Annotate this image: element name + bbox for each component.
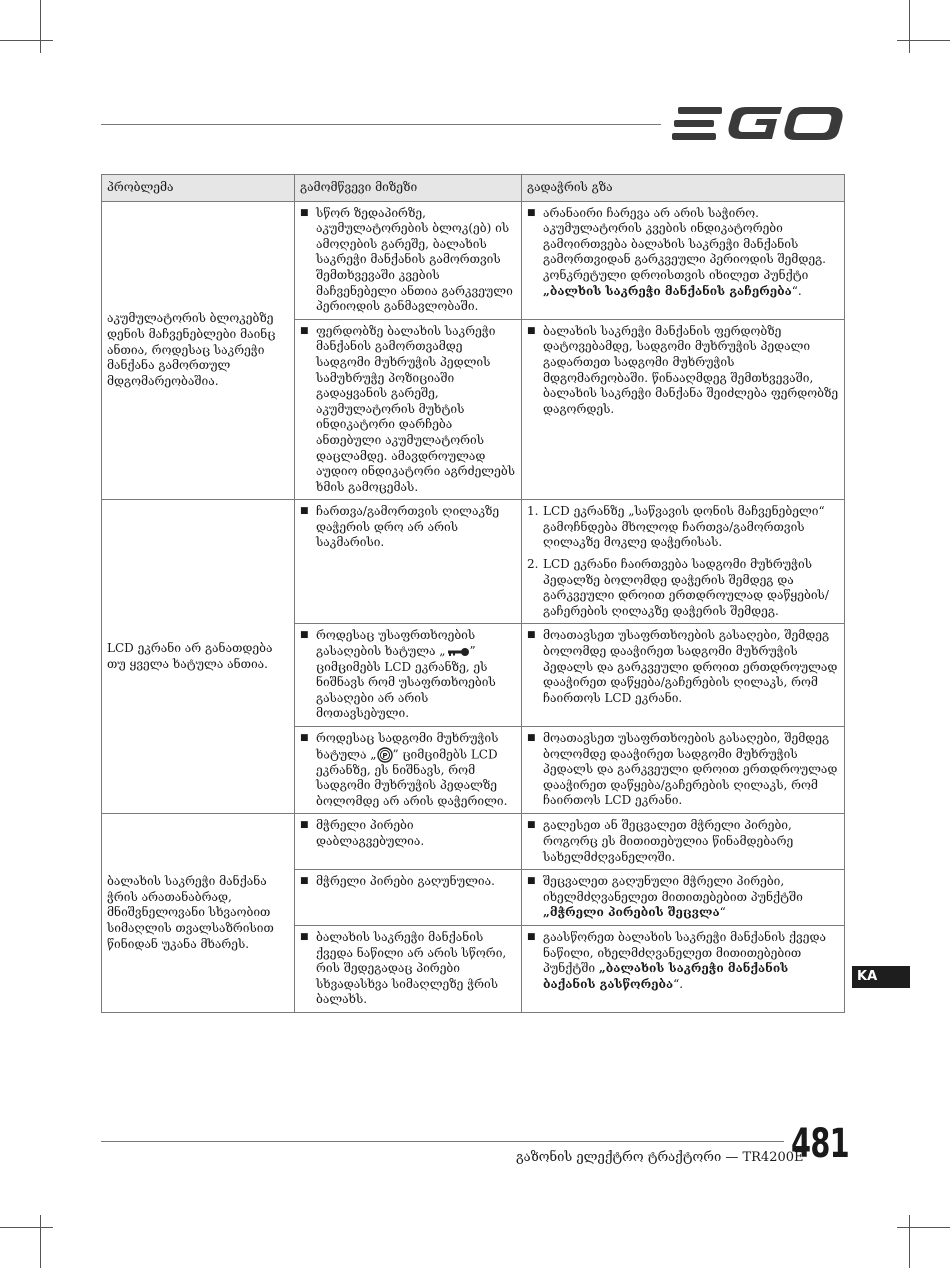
table-row: [102, 814, 845, 870]
header-problem: პრობლემა: [102, 175, 295, 202]
problem-cell: აკუმულატორის ბლოკებზე დენის მაჩვენებლები მაინც ანთია, როდესაც საკრეჭი მანქანა გამორთულ მდგომარეობაშია.: [102, 201, 295, 500]
cause-cell: ■ როდესაც სადგომი მუხრუჭის ხატულა „ P ” ციმციმებს LCD ეკრანზე, ეს ნიშნავს, რომ სადგომი მუხრუჭის პედალზე ბოლომდე არ არის დაჭერილი.: [295, 727, 522, 814]
crop-mark: [40, 1215, 41, 1268]
solution-cell: ■ მოათავსეთ უსაფრთხოების გასაღები, შემდეგ ბოლომდე დააჭირეთ სადგომი მუხრუჭის პედალს და გარკვეული დროით ერთდროულად დააჭირეთ დაწყება/გაჩერების ღილაკს, რომ ჩაირთოს LCD ეკრანი.: [522, 624, 845, 727]
list-item: 1. LCD ეკრანზე „საწვავის დონის მაჩვენებელი“ გამოჩნდება მხოლოდ ჩართვა/გამორთვის ღილაკზე მოკლე დაჭერისას.: [527, 504, 825, 550]
ego-logo: [672, 104, 844, 144]
crop-mark: [40, 0, 41, 53]
table-header-row: [102, 175, 845, 202]
table-row: [102, 500, 845, 624]
crop-mark: [909, 1215, 910, 1268]
parking-brake-icon: [377, 747, 393, 763]
solution-cell: ■ არანაირი ჩარევა არ არის საჭირო. აკუმულატორის კვების ინდიკატორები გამოირთვება ბალახის საკრეჭი მანქანის გამორთვიდან გარკვეული პერიოდის შემდეგ. კონკრეტული დროისთვის იხილეთ პუნქტი „ბალხის საკრეჭი მანქანის გაჩერება“.: [522, 201, 845, 319]
cause-cell: ■ სწორ ზედაპირზე, აკუმულატორების ბლოკ(ებ) ის ამოღების გარეშე, ბალახის საკრეჭი მანქანის გამორთვის შემთხვევაში კვების მაჩვენებელი ანთია გარკვეული პერიოდის განმავლობაში.: [295, 201, 522, 319]
header-solution: გადაჭრის გზა: [522, 175, 845, 202]
troubleshooting-table: [101, 174, 845, 1013]
crop-mark: [0, 40, 53, 41]
footer-rule: [101, 1141, 784, 1142]
table-row: [102, 201, 845, 319]
header-rule: [101, 124, 661, 125]
solution-cell: ■ შეცვალეთ გაღუნული მჭრელი პირები, იხელმძღვანელეთ მითითებებით პუნქტში „მჭრელი პირების შეცვლა“: [522, 870, 845, 926]
footer-title: გაზონის ელექტრო ტრაქტორი — TR4200E: [516, 1150, 804, 1165]
solution-steps: [527, 504, 839, 619]
crop-mark: [897, 1227, 950, 1228]
header-cause: გამომწვევი მიზეზი: [295, 175, 522, 202]
safety-key-icon: [446, 647, 470, 657]
solution-cell: ■ მოათავსეთ უსაფრთხოების გასაღები, შემდეგ ბოლომდე დააჭირეთ სადგომი მუხრუჭის პედალს და გარკვეული დროით ერთდროულად დააჭირეთ დაწყება/გაჩერების ღილაკს, რომ ჩაირთოს LCD ეკრანი.: [522, 727, 845, 814]
solution-cell: [522, 500, 845, 624]
svg-text:P: P: [381, 751, 388, 760]
solution-cell: ■ გალესეთ ან შეცვალეთ მჭრელი პირები, როგორც ეს მითითებულია წინამდებარე სახელმძღვანელოში.: [522, 814, 845, 870]
solution-cell: ■ ბალახის საკრეჭი მანქანის ფერდობზე დატოვებამდე, სადგომი მუხრუჭის პედალი გადართეთ სადგომი მუხრუჭის მდგომარეობაში. წინააღმდეგ შემთხვევაში, ბალახის საკრეჭი მანქანა შეიძლება ფერდობზე დაგორდეს.: [522, 319, 845, 500]
cause-cell: ■ მჭრელი პირები გაღუნულია.: [295, 870, 522, 926]
cause-cell: ■ ფერდობზე ბალახის საკრეჭი მანქანის გამორთვამდე სადგომი მუხრუჭის პედლის სამუხრუჭე პოზიციაში გადაყვანის გარეშე, აკუმულატორის მუხტის ინდიკატორი დარჩება ანთებული აკუმულატორის დაცლამდე. ამავდროულად აუდიო ინდიკატორი აგრძელებს ხმის გამოცემას.: [295, 319, 522, 500]
cause-cell: ■ მჭრელი პირები დაბლაგვებულია.: [295, 814, 522, 870]
problem-cell: ბალახის საკრეჭი მანქანა ჭრის არათანაბრად, მნიშვნელოვანი სხვაობით სიმაღლის თვალსაზრისით წინიდან უკანა მხარეს.: [102, 814, 295, 1013]
solution-cell: ■ გაასწორეთ ბალახის საკრეჭი მანქანის ქვედა ნაწილი, იხელმძღვანელეთ მითითებებით პუნქტში „ბალახის საკრეჭი მანქანის ბაქანის გასწორება“.: [522, 926, 845, 1013]
language-tab: KA: [852, 966, 910, 988]
crop-mark: [897, 40, 950, 41]
cause-cell: ■ როდესაც უსაფრთხოების გასაღების ხატულა „ ” ციმციმებს LCD ეკრანზე, ეს ნიშნავს რომ უსაფრთხოების გასაღები არ არის მოთავსებული.: [295, 624, 522, 727]
cause-cell: ■ ბალახის საკრეჭი მანქანის ქვედა ნაწილი არ არის სწორი, რის შედეგადაც პირები სხვადასხვა სიმაღლეზე ჭრის ბალახს.: [295, 926, 522, 1013]
page-number: 481: [791, 1121, 849, 1167]
crop-mark: [0, 1227, 53, 1228]
cause-cell: ■ ჩართვა/გამორთვის ღილაკზე დაჭერის დრო არ არის საკმარისი.: [295, 500, 522, 624]
problem-cell: LCD ეკრანი არ განათდება თუ ყველა ხატულა ანთია.: [102, 500, 295, 814]
crop-mark: [909, 0, 910, 53]
list-item: 2. LCD ეკრანი ჩაირთვება სადგომი მუხრუჭის პედალზე ბოლომდე დაჭერის შემდეგ და გარკვეული დროით ერთდროულად დაწყების/გაჩერების ღილაკზე დაჭერის შემდეგ.: [527, 557, 829, 618]
